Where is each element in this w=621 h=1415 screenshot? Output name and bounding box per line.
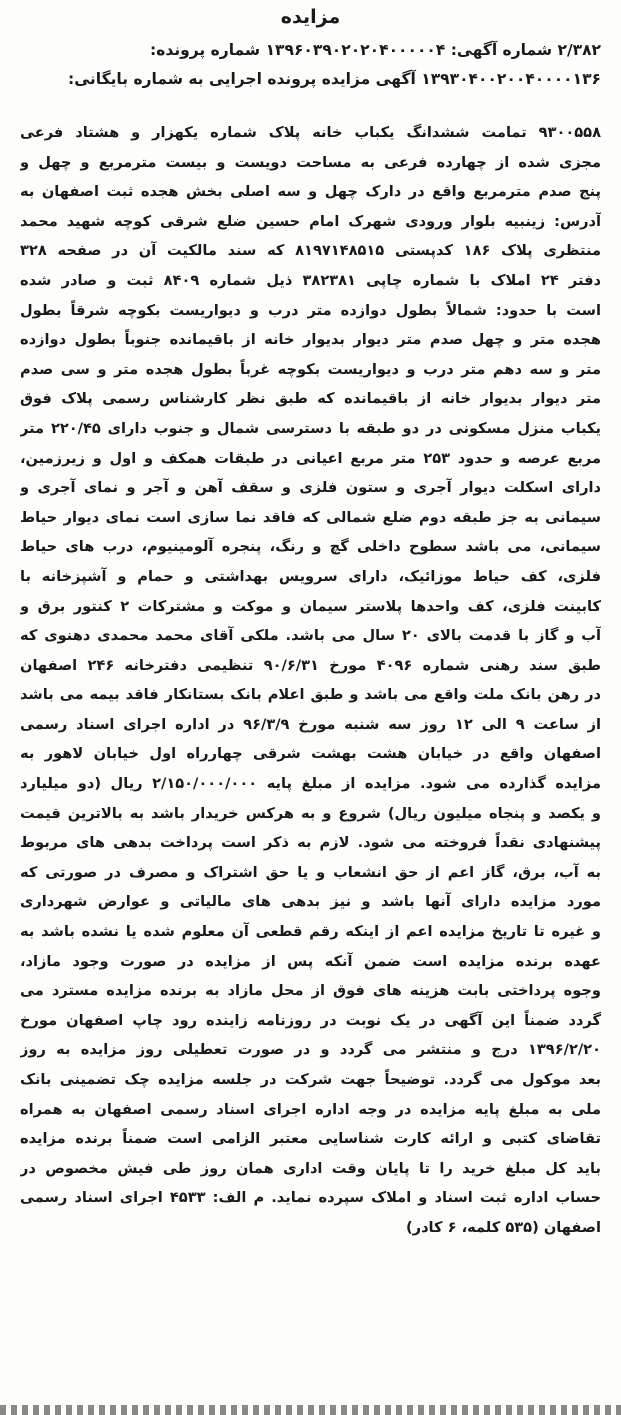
body-line: دفتر ۲۴ املاک با شماره چاپی ۳۸۲۳۸۱ ذیل شماره ۸۴۰۹ ثبت و صادر شده — [20, 271, 601, 289]
body-line: آب و گاز با قدمت بالای ۲۰ سال می باشد. ملکی آقای محمد محمدی دهنوی که — [20, 627, 601, 645]
body-line: مربع عرصه و حدود ۲۵۳ متر مربع اعیانی در طبقات همکف و اول و زیرزمین، — [20, 449, 601, 467]
notice-body — [20, 118, 601, 1243]
body-line: متر و سه دهم متر درب و دیواریست بکوچه غرباً بطول هجده متر و سی صدم — [20, 360, 601, 378]
body-line: فلزی، کف حیاط موزائیک، دارای سرویس بهداشتی و حمام و آشپزخانه با — [20, 567, 601, 585]
body-line: و غیره تا تاریخ مزایده اعم از اینکه رقم قطعی آن معلوم شده یا نشده باشد به — [20, 923, 601, 941]
body-line: مزایده گذارده می شود. مزایده از مبلغ پایه ۲/۱۵۰/۰۰۰/۰۰۰ ریال (دو میلیارد — [20, 775, 601, 793]
body-line: سیمانی، می باشد سطوح داخلی گچ و رنگ، پنجره آلومینیوم، درب های حیاط — [20, 538, 601, 556]
body-line: یکباب منزل مسکونی در دو طبقه با دسترسی شمال و جنوب دارای ۲۲۰/۴۵ متر — [20, 419, 601, 437]
body-line: مورد مزایده دارای آنها باشد و نیز بدهی های مالیاتی و عوارض شهرداری — [20, 893, 601, 911]
notice-title: مزایده — [280, 6, 341, 28]
body-line: وجوه پرداختی بابت هزینه های فوق از محل مازاد به برنده مزایده مسترد می — [20, 982, 601, 1000]
notice-header — [20, 36, 601, 94]
body-line: هجده متر و چهل صدم متر دیوار بدیوار خانه از باقیمانده جنوباً بطول دوازده — [20, 331, 601, 349]
body-line: در رهن بانک ملت واقع می باشد و طبق اعلام بانک بستانکار فاقد بیمه می باشد — [20, 686, 601, 704]
body-line: گردد ضمناً این آگهی در یک نوبت در روزنامه زاینده رود چاپ اصفهان مورخ — [20, 1011, 601, 1029]
body-line: اصفهان واقع در خیابان هشت بهشت شرقی چهارراه اول خیابان لاهور به — [20, 745, 601, 763]
body-line: ۱۳۹۶/۲/۲۰ درج و منتشر می گردد و در صورت تعطیلی روز مزایده به روز — [20, 1041, 601, 1059]
body-line: آدرس: زینبیه بلوار ورودی شهرک امام حسین ضلع شرقی کوچه شهید محمد — [20, 212, 601, 230]
header-line: ۲/۳۸۲ شماره آگهی: ۱۳۹۶۰۳۹۰۲۰۲۰۴۰۰۰۰۰۴ شماره پرونده: — [150, 41, 601, 59]
body-line: بعد موکول می گردد. توضیحاً جهت شرکت در جلسه مزایده چک تضمینی بانک — [20, 1071, 601, 1088]
body-line: باید کل مبلغ خرید را تا پایان وقت اداری همان روز طی فیش مخصوص در — [20, 1159, 601, 1177]
body-line: تقاضای کتبی و ارائه کارت شناسایی معتبر الزامی است ضمناً برنده مزایده — [20, 1130, 601, 1148]
body-line: عهده برنده مزایده است ضمن آنکه پس از مزایده در صورت وجود مازاد، — [20, 952, 601, 970]
body-line: است با حدود: شمالاً بطول دوازده متر درب و دیواریست بکوچه شرقاً بطول — [20, 301, 601, 319]
body-line: ۹۳۰۰۵۵۸ تمامت ششدانگ یکباب خانه پلاک شماره یکهزار و هشتاد فرعی — [20, 124, 601, 141]
body-line: دارای اسکلت دیوار آجری و ستون فلزی و سقف آهن و آجر و نمای آجری و — [20, 479, 601, 497]
body-line: کابینت فلزی، کف واحدها پلاستر سیمان و موکت و مشترکات ۲ کنتور برق و — [20, 597, 601, 615]
body-line: پنج صدم مترمربع واقع در دارک چهل و سه اصلی بخش هجده ثبت اصفهان به — [20, 183, 601, 201]
body-line: از ساعت ۹ الی ۱۲ روز سه شنبه مورخ ۹۶/۳/۹ در اداره اجرای اسناد رسمی — [20, 715, 601, 733]
body-line: مجزی شده از چهارده فرعی به مساحت دویست و بیست مترمربع و چهل و — [20, 153, 601, 171]
body-line: پیشنهادی نقداً فروخته می شود. لازم به ذکر است پرداخت بدهی های مربوط — [20, 834, 601, 852]
body-line: اصفهان (۵۳۵ کلمه، ۶ کادر) — [406, 1218, 601, 1236]
body-line: به آب، برق، گاز اعم از حق انشعاب و یا حق اشتراک و مصرف در صورتی که — [20, 863, 601, 881]
body-line: سیمانی به جز طبقه دوم ضلع شمالی که فاقد نما سازی است نمای دیوار حیاط — [20, 508, 601, 526]
body-line: منتظری پلاک ۱۸۶ کدپستی ۸۱۹۷۱۴۸۵۱۵ که سند مالکیت آن در صفحه ۳۲۸ — [20, 242, 601, 260]
torn-bottom-edge — [0, 1405, 621, 1415]
body-line: ملی به مبلغ پایه مزایده در وجه اداره اجرای اسناد رسمی اصفهان به همراه — [20, 1100, 601, 1118]
body-line: طبق سند رهنی شماره ۴۰۹۶ مورخ ۹۰/۶/۳۱ تنظیمی دفترخانه ۲۴۶ اصفهان — [20, 656, 601, 674]
header-line: ۱۳۹۳۰۴۰۰۲۰۰۴۰۰۰۰۱۳۶ آگهی مزایده پرونده اجرایی به شماره بایگانی: — [68, 70, 601, 88]
body-line: و یکصد و پنجاه میلیون ریال) شروع و به هرکس خریدار باشد به بالاترین قیمت — [20, 804, 601, 822]
body-line: متر دیوار بدیوار خانه از باقیمانده که طبق نظر کارشناس رسمی پلاک فوق — [20, 390, 601, 408]
body-line: حساب اداره ثبت اسناد و املاک سپرده نماید. م الف: ۴۵۳۳ اجرای اسناد رسمی — [20, 1189, 601, 1207]
